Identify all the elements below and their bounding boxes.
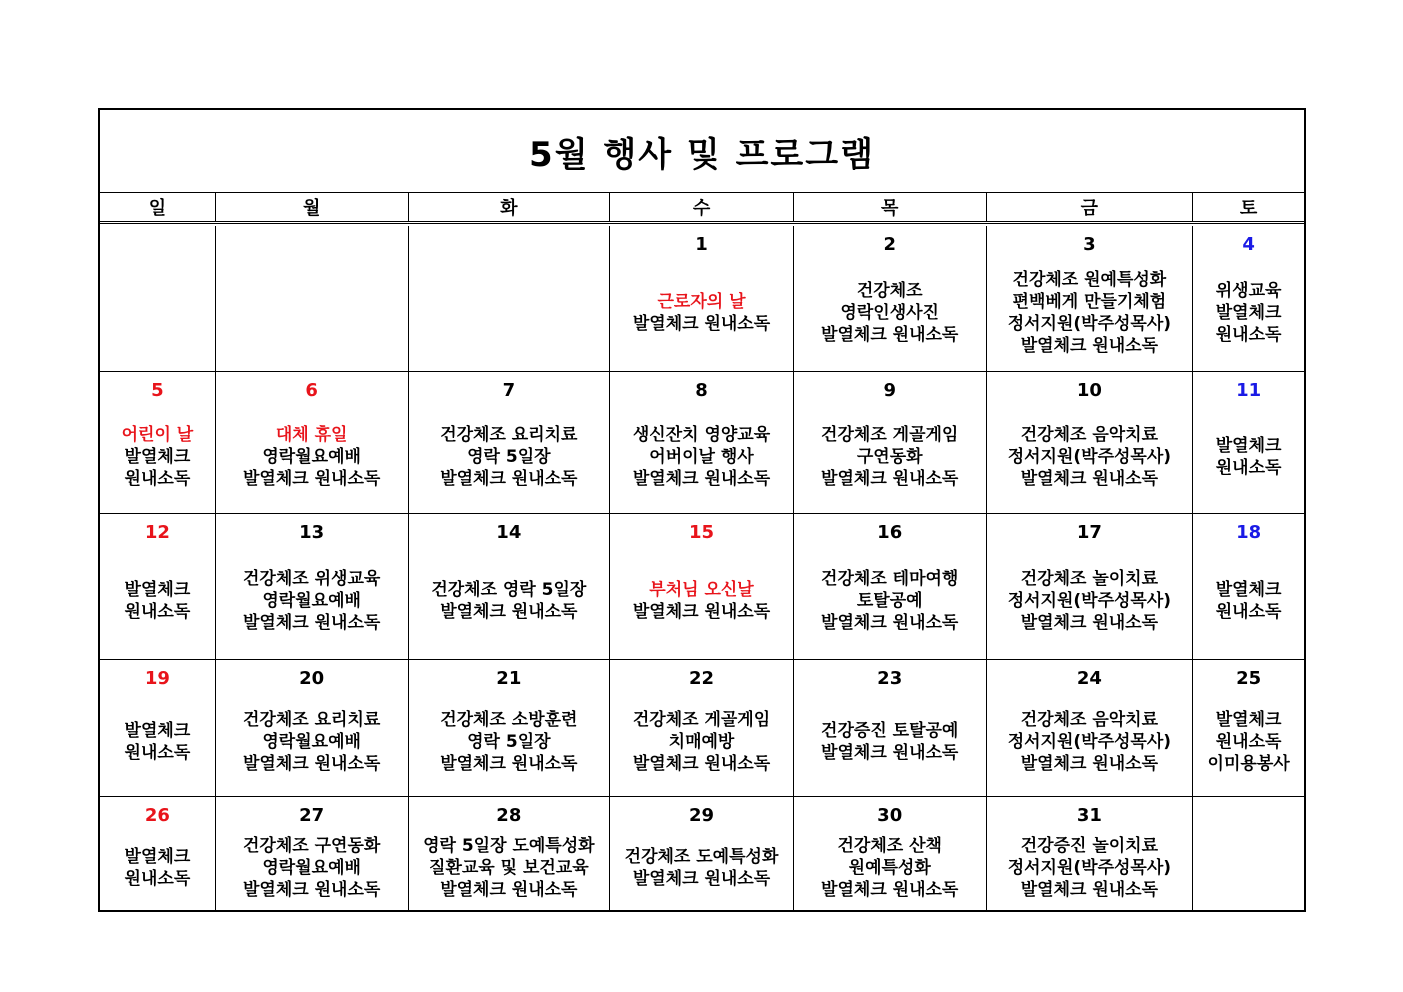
event-line: 원내소독 bbox=[124, 743, 191, 763]
event-list bbox=[1193, 548, 1304, 653]
event-list bbox=[409, 694, 610, 790]
event-line: 발열체크 원내소독 bbox=[821, 324, 959, 345]
event-list bbox=[794, 260, 986, 365]
week-row bbox=[100, 372, 1304, 514]
event-line: 건강체조 게골게임 bbox=[632, 710, 771, 730]
day-cell bbox=[610, 372, 794, 513]
day-cell bbox=[100, 226, 216, 371]
calendar-table bbox=[98, 108, 1306, 912]
event-list bbox=[216, 548, 408, 653]
day-cell bbox=[216, 514, 409, 659]
event-line: 발열체크 원내소독 bbox=[632, 468, 771, 489]
day-cell bbox=[610, 514, 794, 659]
day-number: 13 bbox=[299, 522, 325, 543]
page-title: 5월 행사 및 프로그램 bbox=[529, 134, 875, 175]
event-list bbox=[610, 831, 793, 904]
event-line: 발열체크 원내소독 bbox=[440, 754, 578, 774]
day-number: 15 bbox=[688, 522, 715, 543]
day-number: 24 bbox=[1076, 668, 1102, 689]
day-cell bbox=[987, 660, 1194, 796]
event-line: 발열체크 원내소독 bbox=[1020, 754, 1159, 774]
event-line: 건강체조 놀이치료 bbox=[1020, 568, 1159, 589]
day-number: 3 bbox=[1083, 234, 1096, 255]
event-line: 정서지원(박주성목사) bbox=[1007, 590, 1172, 611]
event-line: 원내소독 bbox=[124, 601, 191, 622]
event-list bbox=[100, 831, 215, 904]
event-line: 발열체크 원내소독 bbox=[440, 601, 578, 622]
weekday-header-fri: 금 bbox=[987, 192, 1194, 221]
event-list bbox=[216, 260, 408, 365]
event-line: 발열체크 원내소독 bbox=[632, 868, 771, 889]
day-number: 9 bbox=[883, 380, 896, 401]
event-list bbox=[100, 406, 215, 507]
event-line: 정서지원(박주성목사) bbox=[1007, 732, 1172, 752]
day-cell bbox=[794, 660, 987, 796]
day-number: 5 bbox=[151, 380, 164, 401]
event-line: 발열체크 bbox=[1215, 710, 1282, 730]
event-list bbox=[1193, 406, 1304, 507]
event-line: 건강체조 원예특성화 bbox=[1012, 269, 1167, 290]
weekday-header-sun: 일 bbox=[100, 192, 216, 221]
event-line: 발열체크 원내소독 bbox=[243, 468, 381, 489]
event-line: 원내소독 bbox=[1215, 732, 1282, 752]
weekday-header-tue: 화 bbox=[409, 192, 611, 221]
event-line: 건강체조 음악치료 bbox=[1020, 710, 1159, 730]
event-line: 발열체크 bbox=[124, 721, 191, 741]
event-list bbox=[1193, 260, 1304, 365]
day-number: 30 bbox=[877, 805, 903, 826]
day-number: 29 bbox=[688, 805, 715, 826]
day-cell bbox=[1193, 226, 1304, 371]
day-number: 22 bbox=[688, 668, 715, 689]
event-list bbox=[794, 831, 986, 904]
event-list bbox=[409, 260, 610, 365]
day-number: 12 bbox=[144, 522, 170, 543]
event-list bbox=[794, 406, 986, 507]
weekday-header-mon: 월 bbox=[216, 192, 409, 221]
day-number: 8 bbox=[695, 380, 708, 401]
day-cell bbox=[100, 797, 216, 910]
weekday-header-sat: 토 bbox=[1239, 197, 1258, 219]
day-cell bbox=[409, 226, 611, 371]
day-cell bbox=[794, 372, 987, 513]
day-cell bbox=[100, 514, 216, 659]
day-cell bbox=[409, 660, 611, 796]
week-row bbox=[100, 514, 1304, 660]
event-line: 건강체조 음악치료 bbox=[1020, 424, 1159, 445]
weekday-header-row bbox=[100, 192, 1304, 224]
day-cell bbox=[1193, 514, 1304, 659]
day-cell bbox=[610, 660, 794, 796]
event-list bbox=[610, 406, 793, 507]
event-line: 치매예방 bbox=[668, 732, 735, 752]
day-number: 26 bbox=[144, 805, 170, 826]
event-line: 편백베게 만들기체험 bbox=[1012, 291, 1167, 312]
event-line: 이미용봉사 bbox=[1207, 754, 1290, 774]
event-line: 발열체크 원내소독 bbox=[440, 468, 578, 489]
day-cell bbox=[100, 372, 216, 513]
day-cell bbox=[216, 660, 409, 796]
event-line: 영락인생사진 bbox=[840, 302, 939, 323]
day-cell bbox=[794, 797, 987, 910]
event-line: 발열체크 원내소독 bbox=[821, 879, 959, 900]
day-number: 18 bbox=[1236, 522, 1262, 543]
event-line: 발열체크 원내소독 bbox=[1020, 879, 1159, 900]
event-line: 건강증진 토탈공예 bbox=[821, 721, 959, 741]
event-list bbox=[100, 548, 215, 653]
event-line: 영락 5일장 bbox=[467, 446, 551, 467]
day-number: 1 bbox=[695, 234, 708, 255]
event-line: 정서지원(박주성목사) bbox=[1007, 857, 1172, 878]
event-line: 위생교육 bbox=[1215, 280, 1282, 301]
event-list bbox=[409, 548, 610, 653]
event-line: 토탈공예 bbox=[856, 590, 923, 611]
event-line: 건강체조 영락 5일장 bbox=[431, 579, 587, 600]
event-line: 원내소독 bbox=[124, 468, 191, 489]
day-cell bbox=[794, 226, 987, 371]
day-number: 14 bbox=[496, 522, 522, 543]
weekday-header-thu: 목 bbox=[794, 192, 987, 221]
event-line: 원내소독 bbox=[1215, 324, 1282, 345]
day-number: 21 bbox=[496, 668, 522, 689]
day-cell bbox=[409, 797, 611, 910]
event-line: 정서지원(박주성목사) bbox=[1007, 446, 1172, 467]
event-list bbox=[610, 260, 793, 365]
event-line: 영락월요예배 bbox=[262, 857, 361, 878]
event-line: 발열체크 원내소독 bbox=[821, 743, 959, 763]
day-cell bbox=[100, 660, 216, 796]
event-line: 발열체크 원내소독 bbox=[243, 754, 381, 774]
event-list bbox=[610, 548, 793, 653]
event-line: 건강체조 구연동화 bbox=[243, 835, 381, 856]
event-line: 원내소독 bbox=[1215, 457, 1282, 478]
event-line: 영락월요예배 bbox=[262, 590, 361, 611]
day-number: 4 bbox=[1242, 234, 1255, 255]
day-number: 31 bbox=[1076, 805, 1102, 826]
event-line: 발열체크 bbox=[1215, 302, 1282, 323]
event-list bbox=[216, 406, 408, 507]
event-list bbox=[987, 548, 1193, 653]
day-number: 20 bbox=[299, 668, 325, 689]
event-line: 건강체조 게골게임 bbox=[821, 424, 959, 445]
event-list bbox=[409, 406, 610, 507]
event-list bbox=[100, 260, 215, 365]
event-line: 건강체조 소방훈련 bbox=[440, 710, 578, 730]
week-row bbox=[100, 226, 1304, 372]
event-line: 발열체크 원내소독 bbox=[632, 754, 771, 774]
day-cell bbox=[1193, 797, 1304, 910]
day-cell bbox=[794, 514, 987, 659]
event-line: 발열체크 원내소독 bbox=[243, 612, 381, 633]
event-line: 발열체크 bbox=[124, 846, 191, 867]
event-line: 건강체조 도예특성화 bbox=[624, 846, 779, 867]
event-list bbox=[409, 831, 610, 904]
event-line: 어린이 날 bbox=[121, 424, 194, 445]
day-cell bbox=[987, 372, 1194, 513]
event-line: 건강체조 bbox=[856, 280, 923, 301]
event-line: 대체 휴일 bbox=[275, 424, 348, 445]
event-line: 발열체크 bbox=[124, 446, 191, 467]
day-number: 7 bbox=[502, 380, 516, 401]
day-cell bbox=[987, 226, 1194, 371]
event-list bbox=[987, 406, 1193, 507]
event-line: 건강체조 위생교육 bbox=[243, 568, 381, 589]
week-row bbox=[100, 797, 1304, 910]
event-line: 원예특성화 bbox=[848, 857, 931, 878]
day-cell bbox=[610, 797, 794, 910]
day-cell bbox=[987, 797, 1194, 910]
day-number: 10 bbox=[1076, 380, 1102, 401]
day-cell bbox=[216, 372, 409, 513]
day-number: 11 bbox=[1236, 380, 1262, 401]
event-list bbox=[216, 831, 408, 904]
event-line: 발열체크 원내소독 bbox=[821, 612, 959, 633]
day-number: 25 bbox=[1236, 668, 1262, 689]
event-list bbox=[216, 694, 408, 790]
event-line: 발열체크 원내소독 bbox=[1020, 612, 1159, 633]
event-line: 영락월요예배 bbox=[262, 732, 361, 752]
event-list bbox=[987, 694, 1193, 790]
day-cell bbox=[216, 226, 409, 371]
event-list bbox=[1193, 831, 1304, 904]
day-number: 27 bbox=[299, 805, 325, 826]
event-line: 원내소독 bbox=[1215, 601, 1282, 622]
weekday-header-wed: 수 bbox=[610, 192, 794, 221]
day-cell bbox=[987, 514, 1194, 659]
event-line: 발열체크 원내소독 bbox=[1020, 335, 1159, 356]
day-number: 19 bbox=[144, 668, 170, 689]
event-list bbox=[794, 548, 986, 653]
week-row bbox=[100, 660, 1304, 797]
event-list bbox=[794, 694, 986, 790]
event-line: 어버이날 행사 bbox=[649, 446, 754, 467]
event-line: 부처님 오신날 bbox=[649, 579, 754, 600]
day-cell bbox=[1193, 372, 1304, 513]
event-line: 발열체크 원내소독 bbox=[440, 879, 578, 900]
event-line: 생신잔치 영양교육 bbox=[632, 424, 771, 445]
event-list bbox=[1193, 694, 1304, 790]
event-line: 건강체조 요리치료 bbox=[243, 710, 381, 730]
day-cell bbox=[1193, 660, 1304, 796]
event-line: 발열체크 bbox=[1215, 435, 1282, 456]
event-line: 발열체크 bbox=[124, 579, 191, 600]
event-line: 건강체조 산책 bbox=[837, 835, 942, 856]
event-line: 건강체조 테마여행 bbox=[821, 568, 959, 589]
event-line: 발열체크 원내소독 bbox=[243, 879, 381, 900]
event-line: 건강체조 요리치료 bbox=[440, 424, 578, 445]
event-list bbox=[987, 831, 1193, 904]
event-line: 영락월요예배 bbox=[262, 446, 361, 467]
day-cell bbox=[216, 797, 409, 910]
day-number: 16 bbox=[877, 522, 903, 543]
event-line: 근로자의 날 bbox=[657, 291, 746, 312]
event-line: 질환교육 및 보건교육 bbox=[429, 857, 589, 878]
event-list bbox=[610, 694, 793, 790]
event-line: 원내소독 bbox=[124, 868, 191, 889]
day-cell bbox=[409, 372, 611, 513]
title-row bbox=[100, 110, 1304, 193]
event-line: 건강증진 놀이치료 bbox=[1020, 835, 1159, 856]
event-line: 발열체크 원내소독 bbox=[632, 313, 771, 334]
event-line: 구연동화 bbox=[856, 446, 923, 467]
day-number: 28 bbox=[496, 805, 522, 826]
event-line: 발열체크 원내소독 bbox=[1020, 468, 1159, 489]
day-number: 23 bbox=[877, 668, 903, 689]
event-list bbox=[987, 260, 1193, 365]
day-cell bbox=[409, 514, 611, 659]
day-cell bbox=[610, 226, 794, 371]
day-number: 2 bbox=[883, 234, 896, 255]
event-line: 발열체크 원내소독 bbox=[821, 468, 959, 489]
event-line: 발열체크 bbox=[1215, 579, 1282, 600]
event-line: 정서지원(박주성목사) bbox=[1007, 313, 1172, 334]
event-line: 영락 5일장 도예특성화 bbox=[423, 835, 595, 856]
event-line: 영락 5일장 bbox=[467, 732, 551, 752]
event-list bbox=[100, 694, 215, 790]
event-line: 발열체크 원내소독 bbox=[632, 601, 771, 622]
day-number: 17 bbox=[1076, 522, 1102, 543]
day-number: 6 bbox=[305, 380, 318, 401]
